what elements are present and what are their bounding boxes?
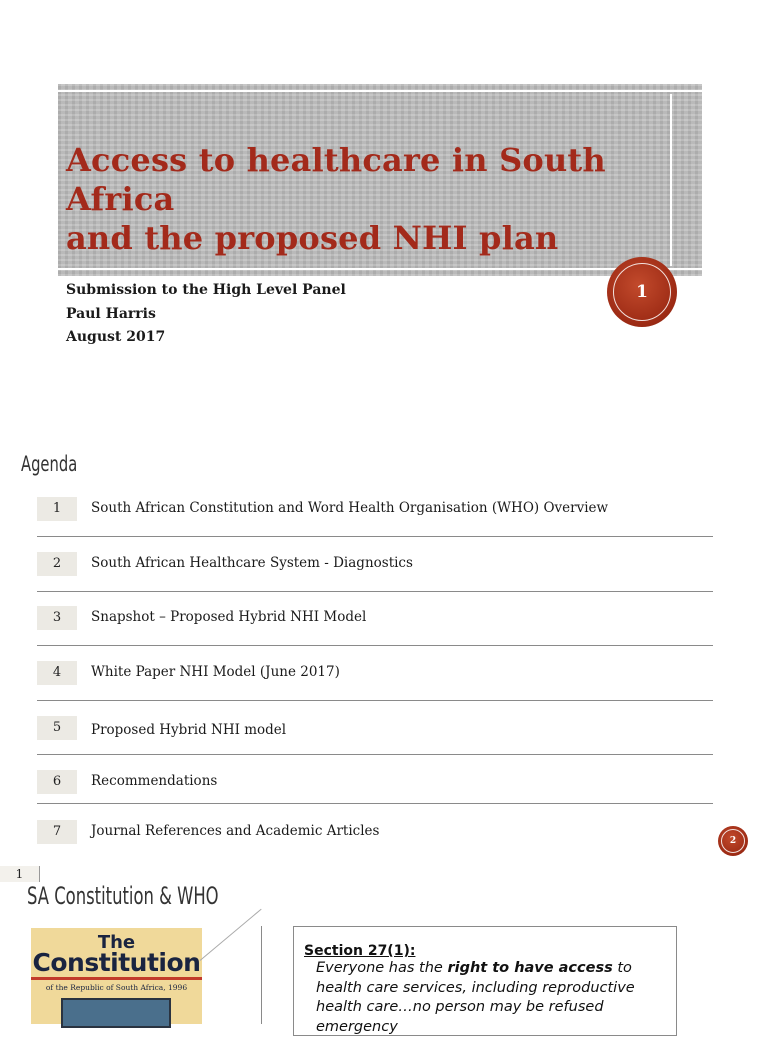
slide-title-line-2: and the proposed NHI plan (66, 219, 559, 257)
slide-title-line-1: Access to healthcare in South Africa (66, 141, 606, 218)
page-number-badge (607, 257, 677, 327)
page-number: 2 (729, 836, 737, 846)
agenda-divider (37, 803, 713, 804)
book-cover-subtitle: of the Republic of South Africa, 1996 (45, 983, 188, 992)
section-heading: SA Constitution & WHO (27, 882, 219, 910)
page-number-badge-2 (718, 826, 748, 856)
agenda-item-label: Snapshot – Proposed Hybrid NHI Model (91, 609, 367, 625)
book-cover-title: Constitution (32, 948, 201, 977)
book-cover-image (61, 998, 171, 1028)
book-cover-band (31, 977, 202, 980)
agenda-item-label: White Paper NHI Model (June 2017) (91, 664, 340, 680)
agenda-divider (37, 536, 713, 537)
quote-text-1: Everyone has the (316, 960, 448, 976)
agenda-item[interactable] (37, 606, 713, 646)
quote-body (304, 959, 666, 1037)
subtitle-line-date: August 2017 (66, 329, 166, 345)
connector-line (200, 909, 262, 961)
constitution-book-cover (31, 928, 202, 1024)
agenda-item-number: 7 (37, 820, 77, 844)
book-cover-the: The (97, 932, 136, 953)
agenda-divider (37, 754, 713, 755)
agenda-item[interactable] (37, 820, 713, 860)
quote-emphasis: right to have access (447, 960, 613, 976)
banner-top-line (58, 90, 702, 92)
page-number: 1 (636, 282, 648, 302)
agenda-divider (37, 645, 713, 646)
quote-text-2: to health care services, including reproductive health care…no person may be refused emergency (316, 960, 635, 1035)
agenda-item[interactable] (37, 770, 713, 810)
agenda-item[interactable] (37, 661, 713, 701)
badge-ring (613, 263, 671, 321)
section-number-tab: 1 (0, 866, 40, 882)
agenda-item-label: Recommendations (91, 773, 218, 789)
agenda-item[interactable] (37, 716, 713, 756)
agenda-item[interactable] (37, 552, 713, 592)
agenda-item-number: 3 (37, 606, 77, 630)
banner-bottom-line (58, 268, 702, 270)
constitution-quote-box (293, 926, 677, 1036)
agenda-item-number: 2 (37, 552, 77, 576)
quote-heading: Section 27(1): (304, 943, 416, 959)
agenda-divider (37, 700, 713, 701)
agenda-item-label: Journal References and Academic Articles (91, 823, 380, 839)
subtitle-line-submission: Submission to the High Level Panel (66, 282, 346, 298)
agenda-item-label: Proposed Hybrid NHI model (91, 722, 287, 738)
agenda-item[interactable] (37, 497, 713, 537)
agenda-heading: Agenda (21, 452, 78, 476)
agenda-item-number: 6 (37, 770, 77, 794)
agenda-item-number: 4 (37, 661, 77, 685)
slide-title (66, 141, 686, 258)
agenda-item-label: South African Healthcare System - Diagnostics (91, 555, 413, 571)
vertical-divider (261, 926, 262, 1024)
subtitle-line-author: Paul Harris (66, 305, 156, 322)
agenda-item-number: 1 (37, 497, 77, 521)
badge-ring (721, 829, 745, 853)
agenda-item-label: South African Constitution and Word Health Organisation (WHO) Overview (91, 500, 609, 516)
slide-subtitle (66, 279, 346, 350)
agenda-item-number: 5 (37, 716, 77, 740)
agenda-divider (37, 591, 713, 592)
